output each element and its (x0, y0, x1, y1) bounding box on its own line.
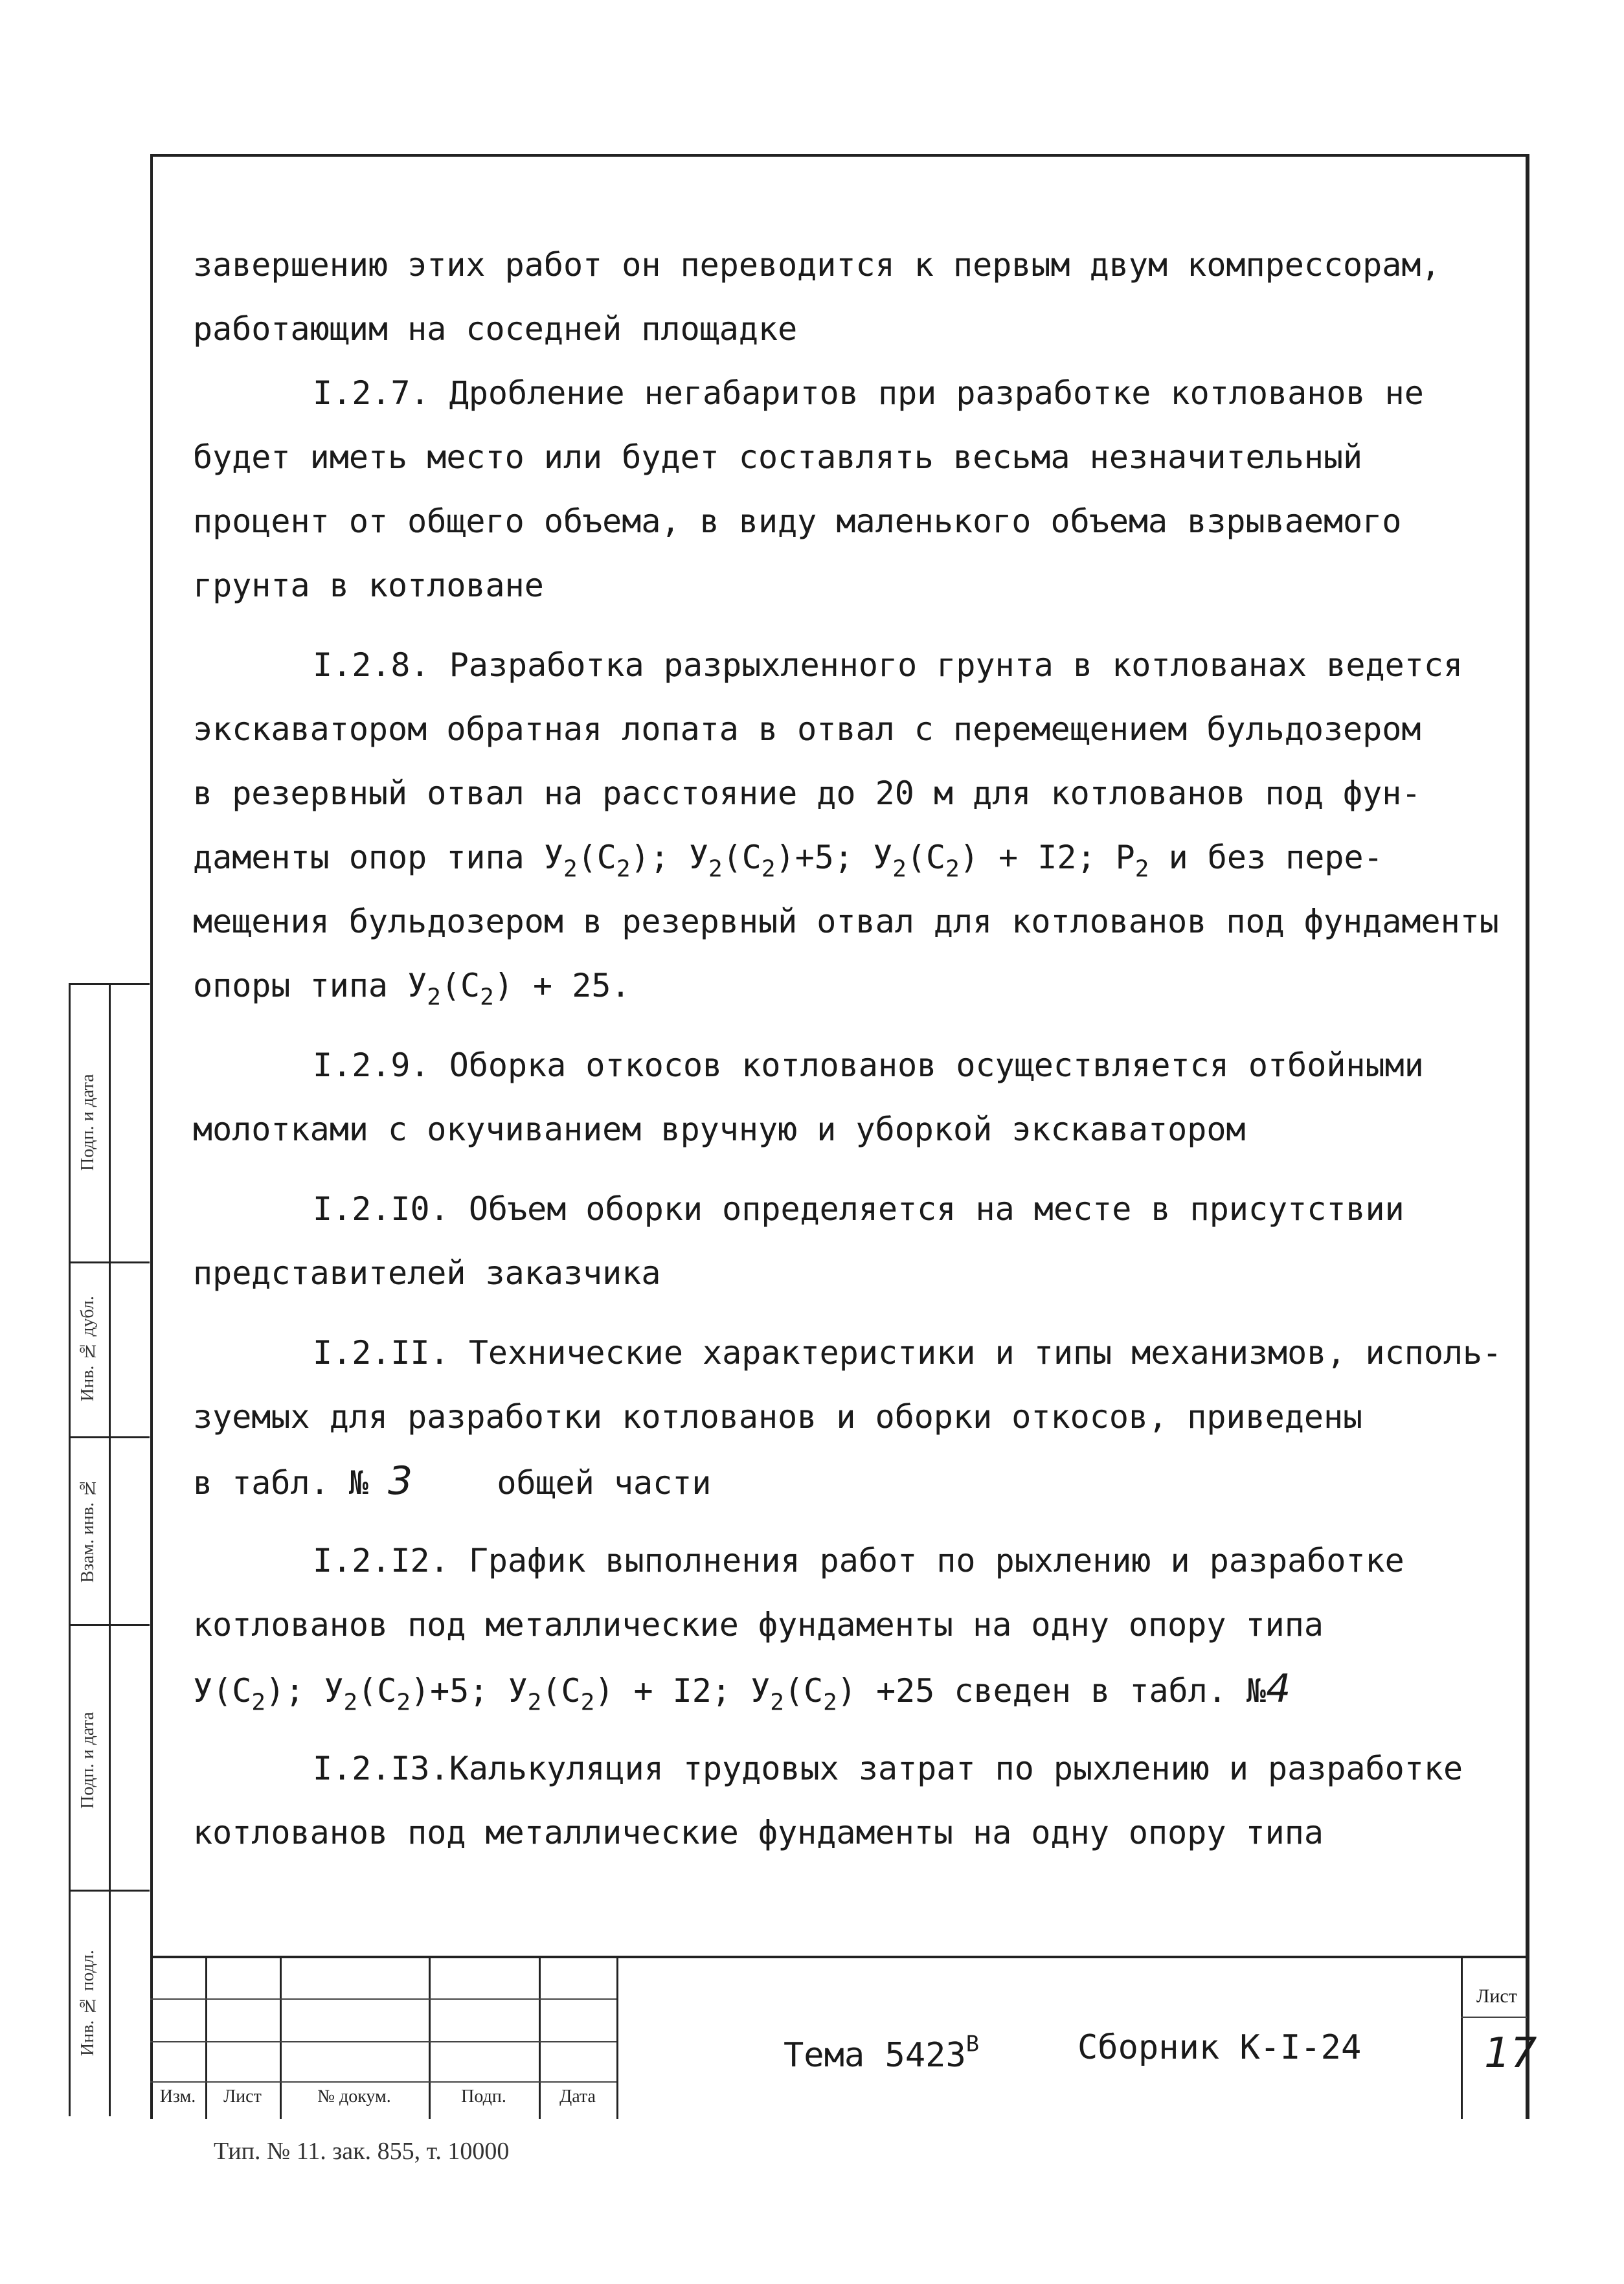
stamp-header-data: Дата (559, 2086, 596, 2107)
text-line: котлованов под металлические фундаменты на одну опору типа (193, 1606, 1324, 1644)
document-body (193, 233, 1507, 1865)
paragraph-1-2-11: I.2.II. Технические характеристики и типы механизмов, исполь- (313, 1334, 1502, 1372)
sidebar-label: Инв. № дубл. (78, 1296, 98, 1402)
stamp-header-dokum: № докум. (317, 2086, 391, 2107)
sidebar-label: Подп. и дата (78, 1712, 98, 1809)
strip-rule (69, 1890, 150, 1892)
stamp-header-list: Лист (223, 2086, 262, 2107)
stamp-row-line (1461, 2017, 1527, 2018)
text-line: завершению этих работ он переводится к первым двум компрессорам, (193, 246, 1441, 284)
text-line: молотками с окучиванием вручную и уборкой экскаватором (193, 1111, 1246, 1148)
theme-label: Тема $5423^В$ (784, 2031, 980, 2075)
stamp-gridline (1461, 1958, 1463, 2119)
stamp-gridline (616, 1958, 618, 2119)
strip-rule (69, 983, 150, 985)
stamp-row-line (150, 2081, 616, 2083)
sidebar-label: Взам. инв. № (78, 1477, 98, 1583)
text-line: представителей заказчика (193, 1254, 661, 1292)
sheet-label: Лист (1476, 1985, 1517, 2007)
strip-rule (69, 1261, 150, 1263)
strip-rule (69, 1624, 150, 1626)
title-block (150, 1956, 1537, 2119)
text-line: процент от общего объема, в виду маленького объема взрываемого (193, 503, 1402, 540)
paragraph-1-2-8: I.2.8. Разработка разрыхленного грунта в котлованах ведется (313, 646, 1463, 684)
paragraph-1-2-9: I.2.9. Оборка откосов котлованов осуществляется отбойными (313, 1046, 1424, 1084)
binding-strip (69, 983, 150, 2116)
text-line: мещения бульдозером в резервный отвал для котлованов под фундаменты (193, 903, 1499, 940)
text-line: экскаватором обратная лопата в отвал с перемещением бульдозером (193, 710, 1421, 748)
text-line-with-formula: даменты опор типа $У_2(С_2)$; $У_2(С_2)+5$; $У_2(С_2) + I2$; $Р_2$ и без пере- (193, 839, 1383, 883)
paragraph-1-2-7: I.2.7. Дробление негабаритов при разработке котлованов не (313, 374, 1424, 412)
text-line: зуемых для разработки котлованов и оборки откосов, приведены (193, 1398, 1363, 1436)
formula-types-a: $У_2(С_2)$; $У_2(С_2)+5$; $У_2(С_2) + I2$; $Р_2$ и без пере- (543, 839, 1383, 883)
paragraph-1-2-13: I.2.I3.Калькуляция трудовых затрат по рыхлению и разработке (313, 1750, 1463, 1787)
handwritten-table-number: 3 (388, 1458, 413, 1504)
text-line-with-formula: опоры типа $У_2(С_2) + 25$. (193, 967, 631, 1011)
text-line-with-formula: $У(С_2)$; $У_2(С_2)+5$; $У_2(С_2) + I2$; $У_2(С_2) +25$ сведен в табл. №4 (193, 1666, 1291, 1716)
text-line: в резервный отвал на расстояние до 20 м для котлованов под фун- (193, 775, 1421, 812)
text-line: грунта в котловане (193, 567, 544, 604)
stamp-row-line (150, 2041, 616, 2042)
text-line: котлованов под металлические фундаменты на одну опору типа (193, 1814, 1324, 1851)
paragraph-1-2-10: I.2.I0. Объем оборки определяется на месте в присутствии (313, 1190, 1404, 1228)
strip-border (69, 983, 71, 2116)
stamp-header-podp: Подп. (461, 2086, 506, 2107)
text-line: работающим на соседней площадке (193, 310, 798, 348)
sidebar-label: Инв. № подл. (78, 1950, 98, 2056)
strip-rule (69, 1436, 150, 1438)
collection-label: Сборник К-I-24 (1077, 2028, 1362, 2067)
stamp-header-izm: Изм. (159, 2086, 196, 2107)
formula-types-b: $У(С_2)$; $У_2(С_2)+5$; $У_2(С_2) + I2$; $У_2(С_2) +25$ (193, 1672, 935, 1716)
stamp-row-line (150, 1998, 616, 2000)
paragraph-1-2-12: I.2.I2. График выполнения работ по рыхлению и разработке (313, 1542, 1404, 1579)
formula-opory: $У_2(С_2) + 25$. (407, 967, 631, 1011)
print-info: Тип. № 11. зак. 855, т. 10000 (214, 2138, 510, 2165)
handwritten-table-number: 4 (1266, 1666, 1291, 1712)
text-line-with-handwriting: в табл. № 3 общей части (193, 1458, 712, 1504)
text-line: будет иметь место или будет составлять весьма незначительный (193, 438, 1363, 476)
sheet-number: 17 (1484, 2030, 1537, 2077)
sidebar-label: Подп. и дата (78, 1074, 98, 1171)
